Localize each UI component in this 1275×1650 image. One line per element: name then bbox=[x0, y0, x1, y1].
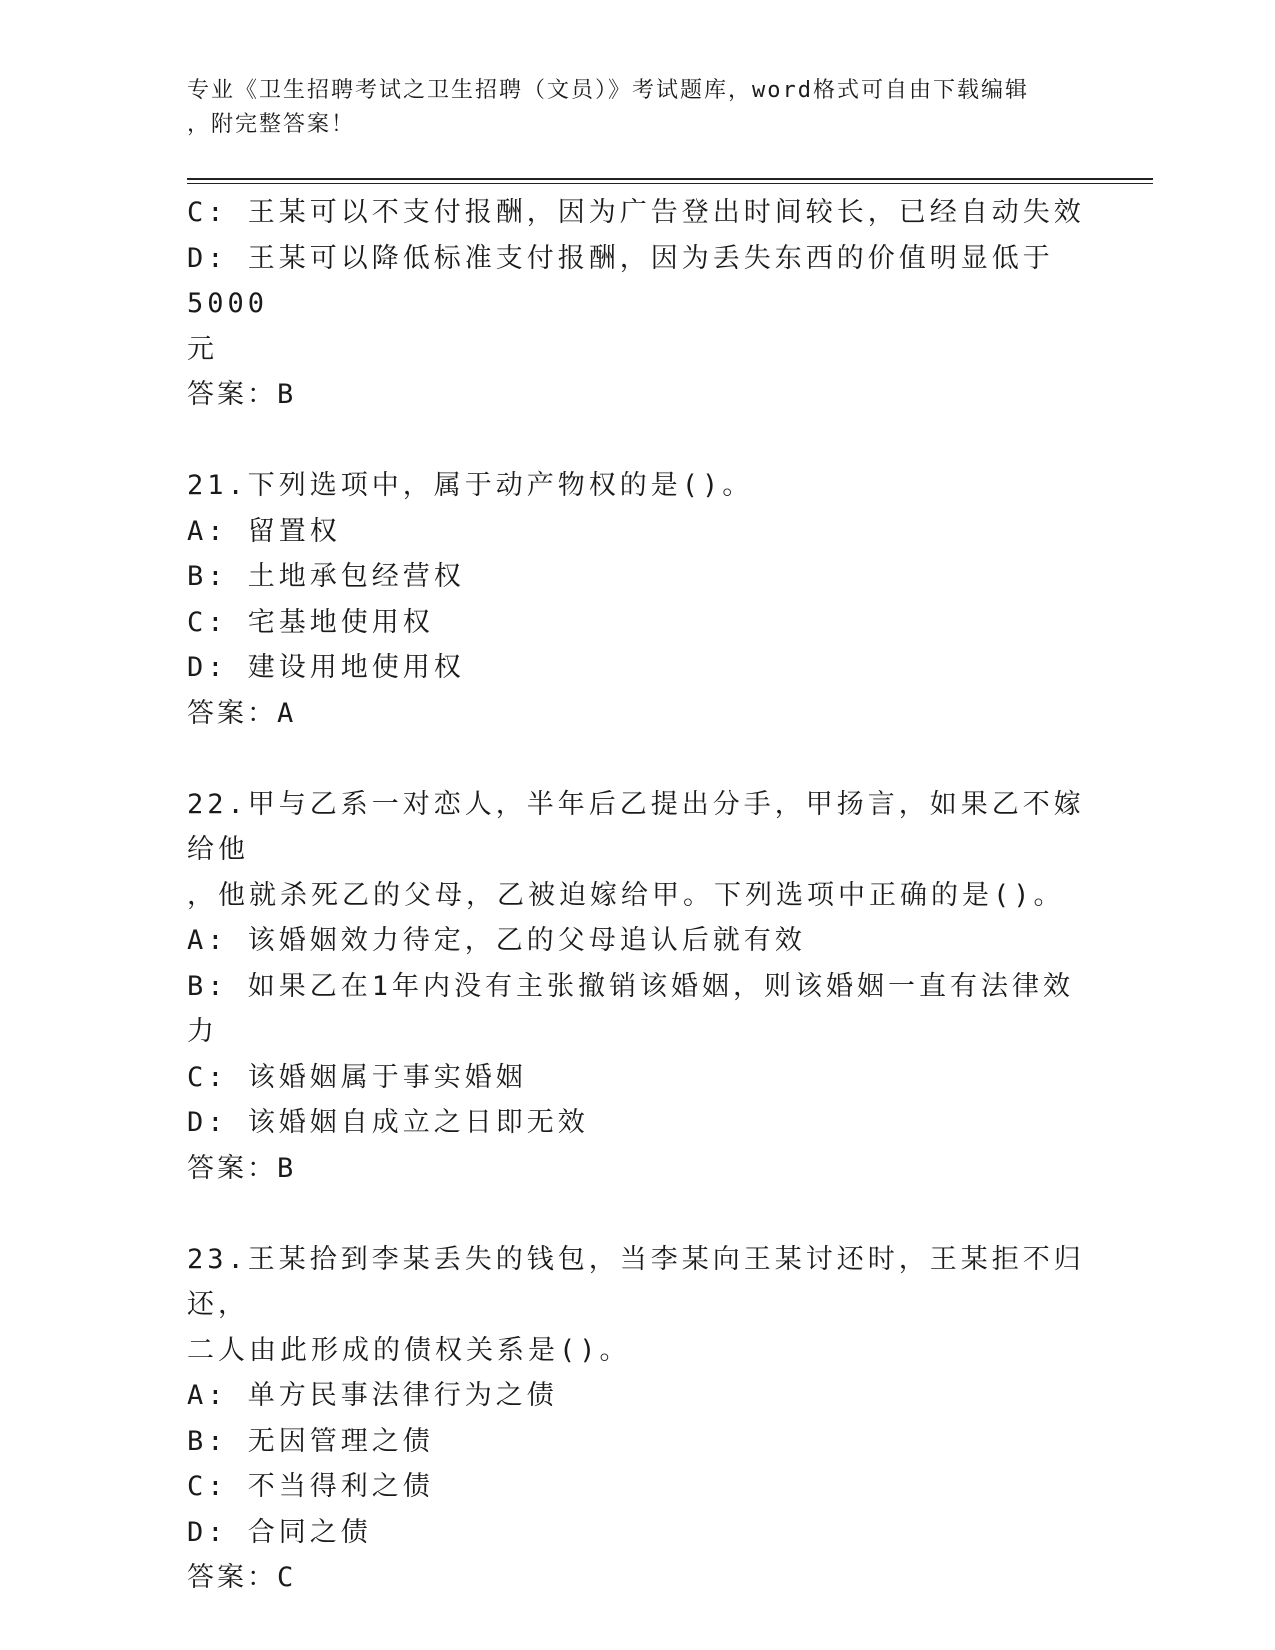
option-d: D: 合同之债 bbox=[187, 1516, 372, 1548]
answer: 答案：A bbox=[187, 697, 297, 729]
answer: 答案：C bbox=[187, 1562, 297, 1593]
spacer bbox=[187, 1191, 1087, 1237]
question-21 bbox=[187, 463, 1087, 736]
header-line-1: 专业《卫生招聘考试之卫生招聘（文员）》考试题库，word格式可自由下载编辑 bbox=[187, 78, 1029, 103]
option-c: C: 王某可以不支付报酬，因为广告登出时间较长，已经自动失效 bbox=[187, 197, 1085, 228]
question-20-fragment bbox=[187, 190, 1087, 418]
option-d: D: 王某可以降低标准支付报酬，因为丢失东西的价值明显低于5000 bbox=[187, 242, 1054, 319]
document-header bbox=[187, 74, 1067, 142]
option-c: C: 该婚姻属于事实婚姻 bbox=[187, 1061, 527, 1093]
question-stem-continued: 二人由此形成的债权关系是()。 bbox=[187, 1334, 631, 1366]
answer: 答案：B bbox=[187, 1152, 297, 1184]
question-stem: 23.王某拾到李某丢失的钱包，当李某向王某讨还时，王某拒不归还， bbox=[187, 1243, 1085, 1320]
option-b: B: 如果乙在1年内没有主张撤销该婚姻，则该婚姻一直有法律效力 bbox=[187, 970, 1075, 1047]
question-stem: 21.下列选项中，属于动产物权的是()。 bbox=[187, 470, 754, 501]
option-d: D: 建设用地使用权 bbox=[187, 652, 465, 683]
answer: 答案：B bbox=[187, 379, 297, 410]
option-c: C: 不当得利之债 bbox=[187, 1471, 434, 1502]
option-d: D: 该婚姻自成立之日即无效 bbox=[187, 1107, 589, 1138]
spacer bbox=[187, 736, 1087, 782]
option-b: B: 无因管理之债 bbox=[187, 1425, 434, 1457]
option-b: B: 土地承包经营权 bbox=[187, 561, 465, 592]
option-d-continued: 元 bbox=[187, 333, 218, 365]
option-a: A: 留置权 bbox=[187, 515, 341, 547]
document-body bbox=[187, 190, 1087, 1601]
header-divider bbox=[187, 178, 1153, 184]
option-a: A: 该婚姻效力待定，乙的父母追认后就有效 bbox=[187, 925, 806, 956]
header-line-2: ，附完整答案！ bbox=[187, 112, 356, 137]
question-23 bbox=[187, 1237, 1087, 1601]
question-22 bbox=[187, 782, 1087, 1192]
question-stem-continued: ，他就杀死乙的父母，乙被迫嫁给甲。下列选项中正确的是()。 bbox=[187, 879, 1065, 911]
option-c: C: 宅基地使用权 bbox=[187, 606, 434, 638]
spacer bbox=[187, 418, 1087, 464]
question-stem: 22.甲与乙系一对恋人，半年后乙提出分手，甲扬言，如果乙不嫁给他 bbox=[187, 788, 1085, 865]
option-a: A: 单方民事法律行为之债 bbox=[187, 1380, 558, 1411]
